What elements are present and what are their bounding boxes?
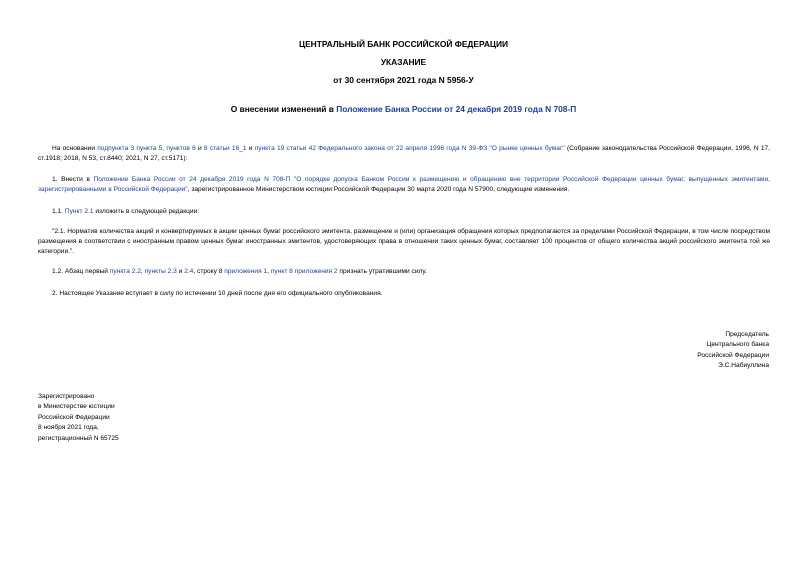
clause-2-4-link[interactable]: 2.4 <box>184 268 194 275</box>
appendix-2-clause-8-link[interactable]: пункт 8 приложения 2 <box>270 268 338 275</box>
item-1-text-1: 1. Внести в <box>52 176 94 183</box>
issuer-heading: ЦЕНТРАЛЬНЫЙ БАНК РОССИЙСКОЙ ФЕДЕРАЦИИ <box>298 39 509 49</box>
clauses-2-3-link[interactable]: пункты 2.3 <box>144 268 177 275</box>
clause-2-1-link[interactable]: Пункт 2.1 <box>64 208 94 215</box>
appendix-1-link[interactable]: приложения 1 <box>224 268 268 275</box>
basis-text-5: (Собрание законодательства Российской Федерации, 1996, N 17, ст.1918; 2018, N 53, ст.8440; 2021, N 27, ст.5171): <box>38 145 770 163</box>
registration-number: регистрационный N 65725 <box>38 434 119 442</box>
item-1-2-text-1: 1.2. Абзац первый <box>52 268 110 275</box>
document-date-number: от 30 сентября 2021 года N 5956-У <box>333 75 474 85</box>
basis-text-4: и <box>246 145 255 152</box>
item-1-2-text-3: и <box>176 268 185 275</box>
signature-line-3: Российской Федерации <box>697 351 769 359</box>
signature-block <box>697 330 769 372</box>
title-regulation-link[interactable]: Положение Банка России от 24 декабря 2019 года N 708-П <box>336 104 577 114</box>
basis-text-1: На основании <box>52 145 98 152</box>
registration-block <box>38 392 119 444</box>
item-1-2-text-2: , <box>140 268 145 275</box>
item-1-2-paragraph <box>38 267 770 277</box>
item-2-paragraph: 2. Настоящее Указание вступает в силу по истечении 10 дней после дня его официального опубликования. <box>52 290 383 297</box>
clause-2-2-link[interactable]: пункта 2.2 <box>109 268 141 275</box>
document-title <box>0 104 807 114</box>
registration-line-2: в Министерстве юстиции <box>38 403 115 411</box>
signature-line-2: Центрального банка <box>706 341 769 349</box>
registration-line-3: Российской Федерации <box>38 413 110 421</box>
basis-text-3: и <box>195 145 204 152</box>
registration-date: 8 ноября 2021 года, <box>38 424 99 432</box>
item-1-paragraph <box>38 175 770 195</box>
basis-link-subclause-3[interactable]: подпункта 3 пункта 5 <box>97 145 163 152</box>
item-1-2-text-5: , <box>267 268 271 275</box>
basis-link-article-16-1[interactable]: 8 статьи 16_1 <box>203 145 247 152</box>
basis-text-2: , <box>162 145 167 152</box>
title-prefix: О внесении изменений в <box>230 104 337 114</box>
item-1-1-text-2: изложить в следующей редакции: <box>93 208 200 215</box>
signatory-name: Э.С.Набиуллина <box>718 362 769 370</box>
item-1-1-paragraph <box>38 207 770 217</box>
item-1-2-text-6: признать утратившими силу. <box>337 268 427 275</box>
document-type-heading: УКАЗАНИЕ <box>380 57 427 67</box>
item-1-1-text-1: 1.1. <box>52 208 65 215</box>
signature-line-1: Председатель <box>725 331 769 338</box>
item-1-text-2: , зарегистрированное Министерством юстиции Российской Федерации 30 марта 2020 года N 57900, следующие изменения. <box>187 186 570 194</box>
item-1-regulation-link[interactable]: Положение Банка России от 24 декабря 2019 года N 708-П "О порядке допуска Банком России к размещению и обращению вне территории Российской Федерации ценных бумаг, выпущенных эмитентами, зарегистрированными в Российской Федерации" <box>38 176 770 194</box>
basis-link-clauses-6[interactable]: пунктов 6 <box>166 145 196 152</box>
registration-line-1: Зарегистрировано <box>38 393 95 400</box>
quoted-clause-2-1: "2.1. Норматив количества акций и конвертируемых в акции ценных бумаг российского эмитента, размещение и (или) организация обращения которых предполагаются за пределами Российской Федерации, в том числе посредством размещения в соответствии с иностранным правом ценных бумаг иностранных эмитентов, удостоверяющих права в отношении таких ценных бумаг, составляет 100 процентов от общего количества акций российского эмитента той же категории.". <box>38 228 770 256</box>
basis-link-federal-law[interactable]: пункта 19 статьи 42 Федерального закона от 22 апреля 1996 года N 39-ФЗ "О рынке ценных бумаг" <box>254 145 565 152</box>
item-1-2-text-4: , строку 8 <box>193 268 225 275</box>
basis-paragraph <box>38 144 770 164</box>
